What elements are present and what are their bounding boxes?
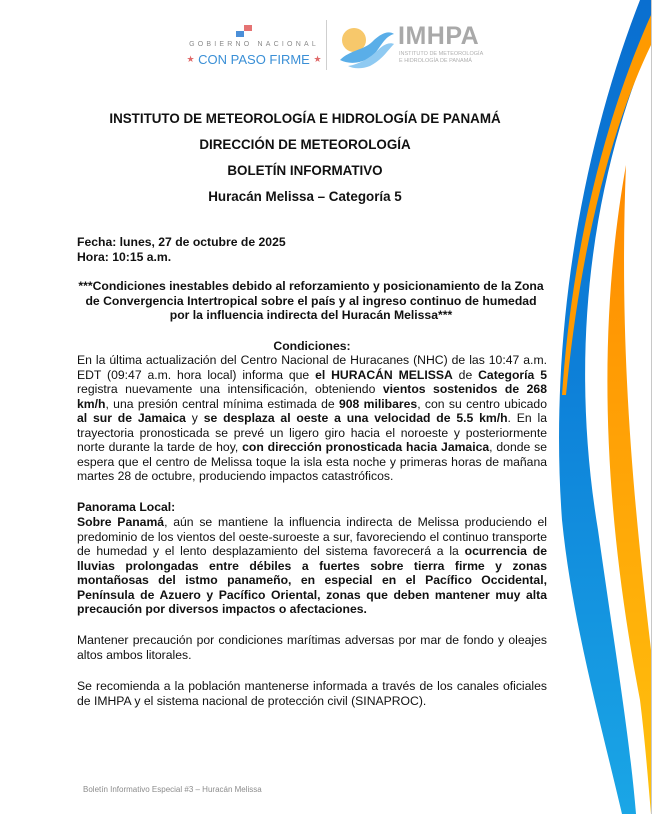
gobierno-nacional-text: GOBIERNO NACIONAL xyxy=(189,41,319,48)
page-footer: Boletín Informativo Especial #3 – Huracán Melissa xyxy=(83,785,262,794)
text-run: , una presión central mínima estimada de xyxy=(105,396,339,411)
conditions-paragraph xyxy=(77,353,547,484)
bulletin-date: Fecha: lunes, 27 de octubre de 2025 xyxy=(77,235,286,249)
imhpa-sub-line1: INSTITUTO DE METEOROLOGÍA xyxy=(399,51,484,57)
slogan: CON PASO FIRME xyxy=(198,52,310,67)
bold-run: Categoría 5 xyxy=(478,367,547,382)
star-icon: ★ xyxy=(313,54,322,64)
imhpa-logo xyxy=(336,20,486,70)
imhpa-sub-line2: E HIDROLOGÍA DE PANAMÁ xyxy=(399,58,472,64)
panama-flag-icon xyxy=(236,25,252,37)
gobierno-nacional-logo xyxy=(180,25,328,71)
logo-divider xyxy=(326,20,327,70)
notice-headline: ***Condiciones inestables debido al reforzamiento y posicionamiento de la Zona de Convergencia Intertropical sobre el país y al ingreso continuo de humedad por la influencia indirecta del Huracán Melissa*** xyxy=(78,279,544,322)
bulletin-meta xyxy=(77,235,286,265)
bold-run: al sur de Jamaica xyxy=(77,411,186,425)
bold-run: se desplaza al oeste a una velocidad de 5.5 km/h xyxy=(203,411,508,425)
direction-title: DIRECCIÓN DE METEOROLOGÍA xyxy=(199,137,411,152)
text-run: , con su centro ubicado xyxy=(417,396,547,411)
text-run: de xyxy=(452,367,479,382)
imhpa-sun-wave-icon xyxy=(336,20,396,70)
orange-swoosh xyxy=(607,165,651,814)
text-run: registra nuevamente una intensificación, obteniendo xyxy=(77,382,383,396)
con-paso-firme-text xyxy=(180,52,328,67)
star-icon: ★ xyxy=(186,54,195,64)
panorama-heading: Panorama Local: xyxy=(77,500,176,514)
text-run: , aún se mantiene la influencia indirecta de Melissa produciendo el predominio de los vientos del oeste-suroeste a sur, favoreciendo el continuo transporte de humedad y el lento desplazamiento del sistema favorecerá a la xyxy=(77,515,547,558)
text-run: . En la trayectoria pronosticada se prevé un ligero giro hacia el noroeste y posteriormente norte durante la tarde de hoy, xyxy=(77,411,547,454)
orange-stripe xyxy=(562,15,651,395)
imhpa-wordmark: IMHPA xyxy=(398,22,480,50)
panorama-paragraph xyxy=(77,515,547,617)
text-run: , donde se espera que el centro de Melissa toque la isla esta noche y primeras horas de mañana martes 28 de octubre, produciendo impactos catastróficos. xyxy=(77,440,547,483)
maritime-paragraph: Mantener precaución por condiciones marítimas adversas por mar de fondo y oleajes altos ambos litorales. xyxy=(77,633,547,662)
text-run: En la última actualización del Centro Nacional de Huracanes (NHC) de las 10:47 a.m. EDT (09:47 a.m. hora local) informa que xyxy=(77,353,547,382)
bulletin-title: BOLETÍN INFORMATIVO xyxy=(227,163,383,178)
bold-run: ocurrencia de lluvias prolongadas entre débiles a fuertes sobre tierra firme y zonas montañosas del istmo panameño, en especial en el Pacífico Occidental, Península de Azuero y Pacífico Oriental, zonas que deben mantener muy alta precaución por diversos impactos o afectaciones. xyxy=(77,544,547,616)
imhpa-subtitle xyxy=(399,51,483,65)
bold-run: Sobre Panamá xyxy=(77,515,165,529)
recommendation-paragraph: Se recomienda a la población mantenerse informada a través de los canales oficiales de IMHPA y el sistema nacional de protección civil (SINAPROC). xyxy=(77,679,547,708)
bold-run: 908 milibares xyxy=(339,396,418,411)
institution-title: INSTITUTO DE METEOROLOGÍA E HIDROLOGÍA DE PANAMÁ xyxy=(109,111,501,126)
bold-run: el HURACÁN MELISSA xyxy=(315,367,453,382)
bulletin-time: Hora: 10:15 a.m. xyxy=(77,250,172,264)
bold-run: vientos sostenidos de 268 km/h xyxy=(77,382,547,411)
title-block xyxy=(70,110,540,214)
conditions-heading: Condiciones: xyxy=(273,339,351,353)
text-run: y xyxy=(185,411,204,425)
blue-swoosh xyxy=(559,0,651,814)
storm-title: Huracán Melissa – Categoría 5 xyxy=(208,189,402,204)
bold-run: con dirección pronosticada hacia Jamaica xyxy=(242,440,490,454)
